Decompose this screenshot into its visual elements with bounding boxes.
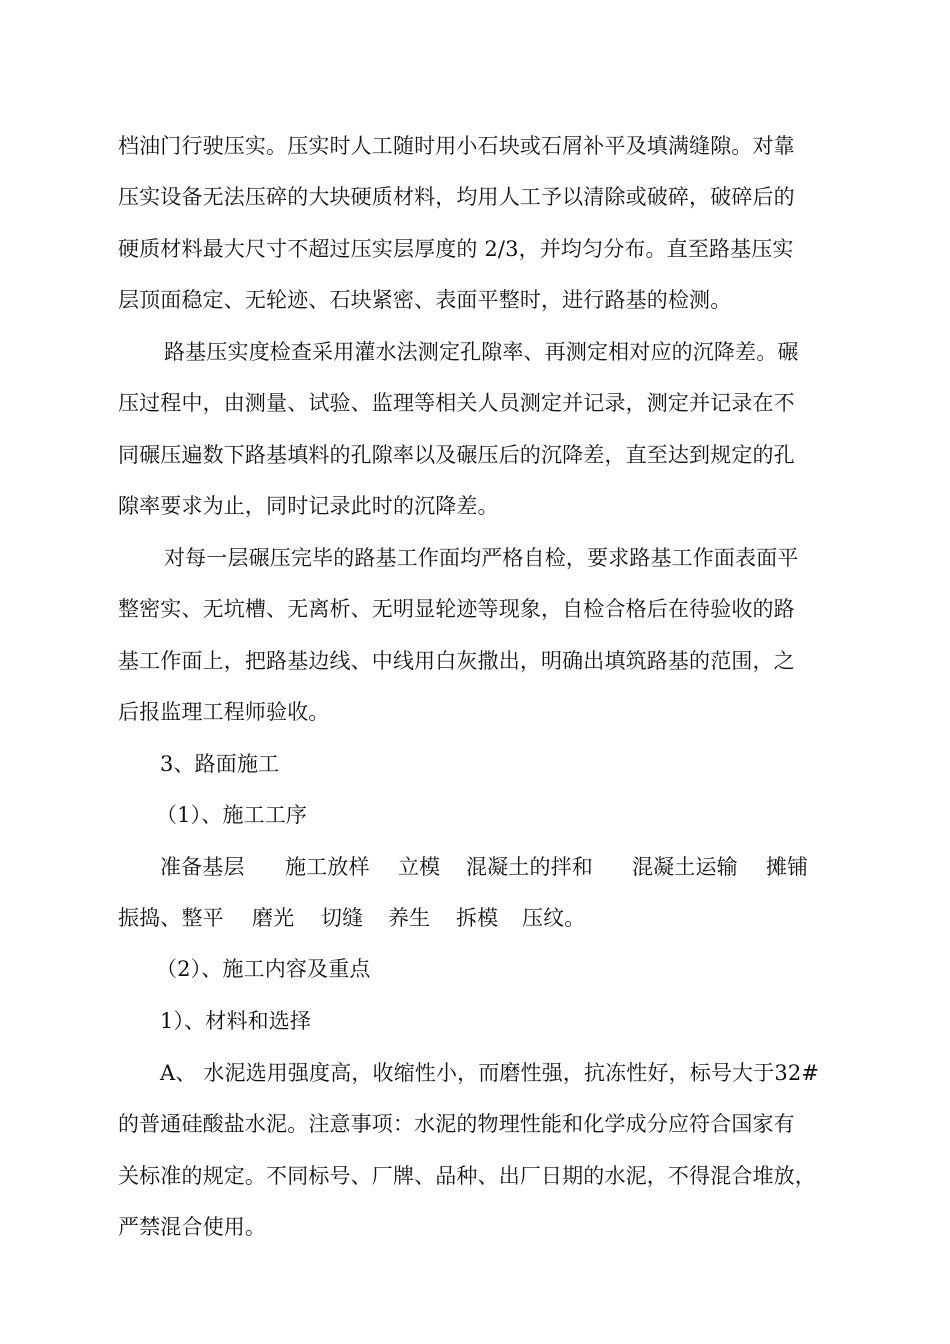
process-step: 压纹。 [522,906,586,930]
paragraph-1-line-3: 硬质材料最大尺寸不超过压实层厚度的 2/3，并均匀分布。直至路基压实 [118,237,794,261]
paragraph-3-line-4: 后报监理工程师验收。 [118,700,330,724]
paragraph-1-line-1: 档油门行驶压实。压实时人工随时用小石块或石屑补平及填满缝隙。对靠 [118,134,795,158]
process-step: 混凝土的拌和 [466,855,593,879]
paragraph-1-line-4: 层顶面稳定、无轮迹、石块紧密、表面平整时，进行路基的检测。 [118,288,732,312]
subheading-materials: 1）、材料和选择 [160,1009,312,1033]
paragraph-4-line-4: 严禁混合使用。 [118,1215,267,1239]
paragraph-2-line-2: 压过程中，由测量、试验、监理等相关人员测定并记录，测定并记录在不 [118,391,795,415]
process-step: 准备基层 [160,855,245,879]
paragraph-3-line-3: 基工作面上，把路基边线、中线用白灰撒出，明确出填筑路基的范围，之 [118,649,795,673]
process-step: 摊铺 [766,855,809,879]
paragraph-3-line-1: 对每一层碾压完毕的路基工作面均严格自检，要求路基工作面表面平 [164,546,799,570]
paragraph-2-line-1: 路基压实度检查采用灌水法测定孔隙率、再测定相对应的沉降差。碾 [164,340,799,364]
process-step: 磨光 [252,906,295,930]
paragraph-4-line-1: A、 水泥选用强度高，收缩性小，而磨性强，抗冻性好，标号大于32# [160,1061,820,1085]
process-step: 养生 [388,906,431,930]
process-step: 立模 [398,855,441,879]
process-step: 拆模 [456,906,499,930]
paragraph-2-line-4: 隙率要求为止，同时记录此时的沉降差。 [118,494,499,518]
paragraph-1-line-2: 压实设备无法压碎的大块硬质材料，均用人工予以清除或破碎，破碎后的 [118,185,795,209]
subheading-construction-process: （1）、施工工序 [156,803,308,827]
section-heading-road-construction: 3、路面施工 [160,752,280,776]
process-step: 施工放样 [285,855,370,879]
process-step: 切缝 [321,906,364,930]
subheading-construction-content: （2）、施工内容及重点 [156,957,371,981]
paragraph-4-line-3: 关标准的规定。不同标号、厂牌、品种、出厂日期的水泥，不得混合堆放， [118,1164,816,1188]
process-step: 混凝土运输 [632,855,738,879]
paragraph-4-line-2: 的普通硅酸盐水泥。注意事项：水泥的物理性能和化学成分应符合国家有 [118,1112,795,1136]
paragraph-3-line-2: 整密实、无坑槽、无离析、无明显轮迹等现象，自检合格后在待验收的路 [118,597,795,621]
process-step: 振捣、整平 [118,906,224,930]
paragraph-2-line-3: 同碾压遍数下路基填料的孔隙率以及碾压后的沉降差，直至达到规定的孔 [118,443,795,467]
